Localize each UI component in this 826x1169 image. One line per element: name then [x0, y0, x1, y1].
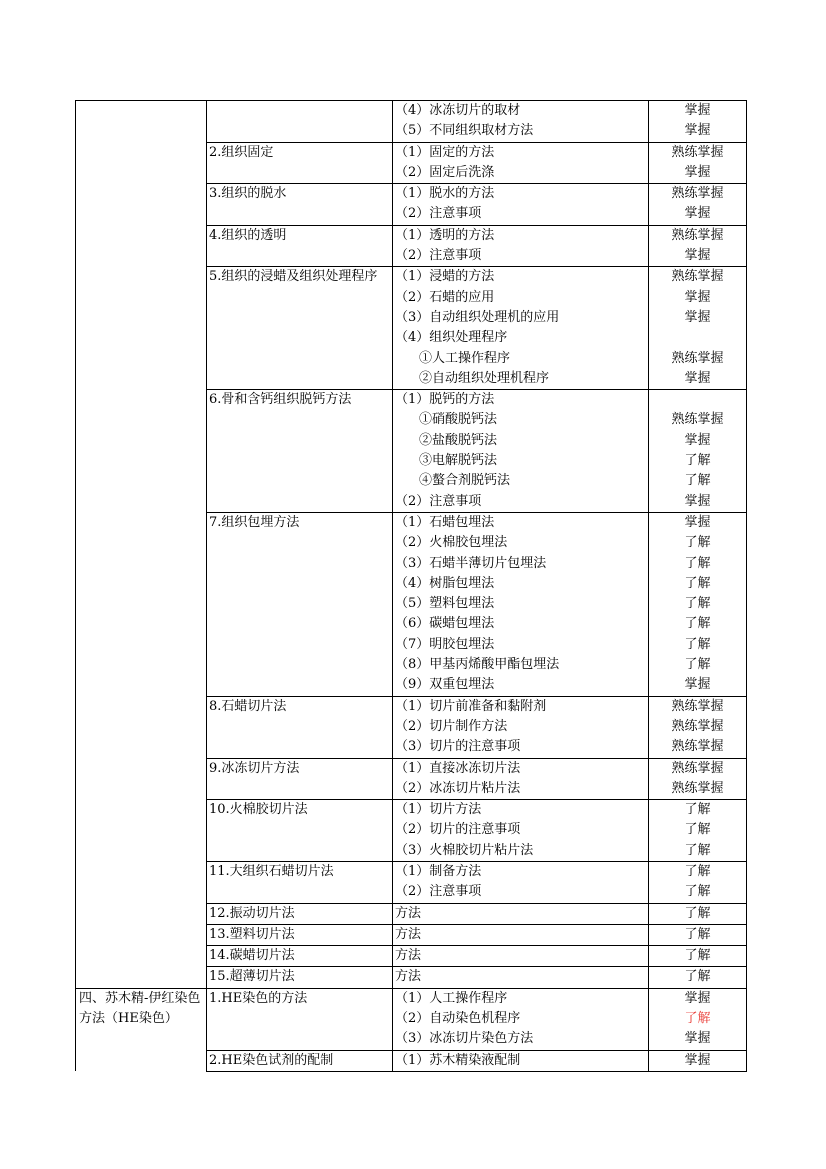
- topic-cell: 1.HE染色的方法: [207, 988, 393, 1050]
- content-line: ④螯合剂脱钙法: [419, 473, 511, 489]
- requirement-level: 掌握: [684, 1052, 711, 1068]
- requirement-level: 熟练掌握: [671, 186, 724, 202]
- content-line: （2）石蜡的应用: [395, 289, 495, 305]
- content-line: （1）固定的方法: [395, 144, 495, 160]
- content-line: 方法: [395, 948, 422, 964]
- content-cell: [393, 800, 649, 862]
- content-cell: [393, 861, 649, 903]
- content-line: （9）双重包埋法: [395, 677, 495, 693]
- requirement-level: 熟练掌握: [671, 780, 724, 796]
- content-cell: [393, 101, 649, 143]
- requirement-level: 熟练掌握: [671, 698, 724, 714]
- content-cell: [393, 903, 649, 924]
- content-cell: [393, 758, 649, 800]
- content-line: （2）自动染色机程序: [395, 1011, 521, 1027]
- requirement-level: 了解: [684, 616, 711, 632]
- requirement-level: 熟练掌握: [671, 227, 724, 243]
- requirement-level: 了解: [684, 926, 711, 942]
- content-line: （3）冰冻切片染色方法: [395, 1031, 534, 1047]
- requirement-level: 掌握: [684, 370, 711, 386]
- content-line: （4）组织处理程序: [395, 330, 508, 346]
- content-line: （5）不同组织取材方法: [395, 123, 534, 139]
- content-line: （1）苏木精染液配制: [395, 1052, 521, 1068]
- requirement-level: 了解: [684, 884, 711, 900]
- content-line: （2）固定后洗涤: [395, 164, 495, 180]
- content-line: ①硝酸脱钙法: [419, 412, 498, 428]
- content-line: （5）塑料包埋法: [395, 596, 495, 612]
- requirement-level-cell: [649, 924, 747, 945]
- table-row: [76, 988, 747, 1050]
- requirement-level-cell: [649, 142, 747, 184]
- content-line: （1）切片方法: [395, 802, 482, 818]
- syllabus-table: [75, 100, 747, 1072]
- requirement-level: 掌握: [684, 677, 711, 693]
- requirement-level: 掌握: [684, 206, 711, 222]
- requirement-level: [649, 390, 746, 410]
- topic-cell: 9.冰冻切片方法: [207, 758, 393, 800]
- content-line: （1）制备方法: [395, 863, 482, 879]
- requirement-level: 了解: [684, 822, 711, 838]
- topic-cell: 3.组织的脱水: [207, 184, 393, 226]
- requirement-level: 掌握: [684, 990, 711, 1006]
- requirement-level: 了解: [684, 453, 711, 469]
- content-line: （8）甲基丙烯酸甲酯包埋法: [395, 657, 560, 673]
- requirement-level: 熟练掌握: [671, 350, 724, 366]
- content-line: （1）透明的方法: [395, 227, 495, 243]
- content-line: （3）火棉胶切片粘片法: [395, 842, 534, 858]
- requirement-level: 了解: [684, 1011, 711, 1027]
- content-cell: [393, 142, 649, 184]
- content-line: （2）冰冻切片粘片法: [395, 780, 521, 796]
- topic-cell: [207, 101, 393, 143]
- requirement-level: 了解: [684, 657, 711, 673]
- requirement-level-cell: [649, 184, 747, 226]
- syllabus-document: [75, 100, 747, 1072]
- requirement-level: 熟练掌握: [671, 412, 724, 428]
- content-line: 方法: [395, 905, 422, 921]
- requirement-level-cell: [649, 758, 747, 800]
- requirement-level: 了解: [684, 535, 711, 551]
- content-line: （2）火棉胶包埋法: [395, 535, 508, 551]
- requirement-level: 了解: [684, 802, 711, 818]
- content-cell: [393, 696, 649, 758]
- requirement-level: 掌握: [684, 493, 711, 509]
- requirement-level: 掌握: [684, 123, 711, 139]
- requirement-level-cell: [649, 800, 747, 862]
- content-cell: [393, 924, 649, 945]
- content-cell: [393, 390, 649, 513]
- requirement-level: 掌握: [684, 248, 711, 264]
- content-line: （2）注意事项: [395, 493, 482, 509]
- content-cell: [393, 946, 649, 967]
- requirement-level-cell: [649, 512, 747, 696]
- topic-cell: 7.组织包埋方法: [207, 512, 393, 696]
- requirement-level: 熟练掌握: [671, 269, 724, 285]
- content-line: ②自动组织处理机程序: [419, 370, 550, 386]
- requirement-level-cell: [649, 861, 747, 903]
- requirement-level: 掌握: [684, 514, 711, 530]
- table-row: [76, 101, 747, 143]
- topic-cell: 10.火棉胶切片法: [207, 800, 393, 862]
- content-line: （3）石蜡半薄切片包埋法: [395, 555, 547, 571]
- content-line: （1）石蜡包埋法: [395, 514, 495, 530]
- requirement-level: 掌握: [684, 289, 711, 305]
- content-line: （2）切片的注意事项: [395, 822, 521, 838]
- topic-cell: 14.碳蜡切片法: [207, 946, 393, 967]
- content-line: （1）脱水的方法: [395, 186, 495, 202]
- requirement-level-cell: [649, 967, 747, 988]
- content-line: （2）注意事项: [395, 206, 482, 222]
- content-line: （2）注意事项: [395, 248, 482, 264]
- requirement-level-cell: [649, 225, 747, 267]
- content-line: 方法: [395, 969, 422, 985]
- content-cell: [393, 267, 649, 390]
- requirement-level-cell: [649, 390, 747, 513]
- content-line: （6）碳蜡包埋法: [395, 616, 495, 632]
- content-cell: [393, 512, 649, 696]
- requirement-level: 了解: [684, 555, 711, 571]
- syllabus-table-body: [76, 101, 747, 1072]
- content-line: （3）切片的注意事项: [395, 739, 521, 755]
- topic-cell: 15.超薄切片法: [207, 967, 393, 988]
- content-line: ③电解脱钙法: [419, 453, 498, 469]
- requirement-level: 熟练掌握: [671, 718, 724, 734]
- topic-cell: 2.组织固定: [207, 142, 393, 184]
- content-line: （1）浸蜡的方法: [395, 269, 495, 285]
- content-cell: [393, 225, 649, 267]
- topic-cell: 5.组织的浸蜡及组织处理程序: [207, 267, 393, 390]
- requirement-level: 了解: [684, 473, 711, 489]
- requirement-level: 了解: [684, 948, 711, 964]
- requirement-level: 掌握: [684, 103, 711, 118]
- requirement-level: 掌握: [684, 309, 711, 325]
- requirement-level-cell: [649, 101, 747, 143]
- category-cell: 四、苏木精-伊红染色方法（HE染色）: [76, 988, 207, 1071]
- requirement-level: 了解: [684, 636, 711, 652]
- requirement-level: 了解: [684, 863, 711, 879]
- topic-cell: 12.振动切片法: [207, 903, 393, 924]
- topic-cell: 11.大组织石蜡切片法: [207, 861, 393, 903]
- content-line: （1）人工操作程序: [395, 990, 508, 1006]
- requirement-level: 熟练掌握: [671, 144, 724, 160]
- content-cell: [393, 988, 649, 1050]
- requirement-level: 了解: [684, 905, 711, 921]
- requirement-level: 掌握: [684, 432, 711, 448]
- category-cell: [76, 101, 207, 989]
- content-line: ①人工操作程序: [419, 350, 511, 366]
- content-line: （3）自动组织处理机的应用: [395, 309, 560, 325]
- requirement-level-cell: [649, 696, 747, 758]
- topic-cell: 6.骨和含钙组织脱钙方法: [207, 390, 393, 513]
- topic-cell: 13.塑料切片法: [207, 924, 393, 945]
- requirement-level-cell: [649, 988, 747, 1050]
- requirement-level: 熟练掌握: [671, 739, 724, 755]
- topic-cell: 8.石蜡切片法: [207, 696, 393, 758]
- content-line: （1）直接冰冻切片法: [395, 760, 521, 776]
- requirement-level: 了解: [684, 575, 711, 591]
- content-line: （4）冰冻切片的取材: [395, 103, 521, 118]
- content-line: ②盐酸脱钙法: [419, 432, 498, 448]
- requirement-level-cell: [649, 946, 747, 967]
- requirement-level-cell: [649, 903, 747, 924]
- requirement-level: [649, 328, 746, 348]
- topic-cell: 4.组织的透明: [207, 225, 393, 267]
- content-cell: [393, 1050, 649, 1071]
- content-line: 方法: [395, 926, 422, 942]
- requirement-level: 了解: [684, 969, 711, 985]
- content-line: （7）明胶包埋法: [395, 636, 495, 652]
- requirement-level-cell: [649, 1050, 747, 1071]
- content-line: （4）树脂包埋法: [395, 575, 495, 591]
- requirement-level: 了解: [684, 596, 711, 612]
- content-line: （2）注意事项: [395, 884, 482, 900]
- topic-cell: 2.HE染色试剂的配制: [207, 1050, 393, 1071]
- requirement-level: 掌握: [684, 1031, 711, 1047]
- content-line: （2）切片制作方法: [395, 718, 508, 734]
- requirement-level: 熟练掌握: [671, 760, 724, 776]
- content-cell: [393, 184, 649, 226]
- requirement-level: 掌握: [684, 164, 711, 180]
- requirement-level: 了解: [684, 842, 711, 858]
- content-line: （1）切片前准备和黏附剂: [395, 698, 547, 714]
- requirement-level-cell: [649, 267, 747, 390]
- content-line: （1）脱钙的方法: [395, 392, 495, 408]
- content-cell: [393, 967, 649, 988]
